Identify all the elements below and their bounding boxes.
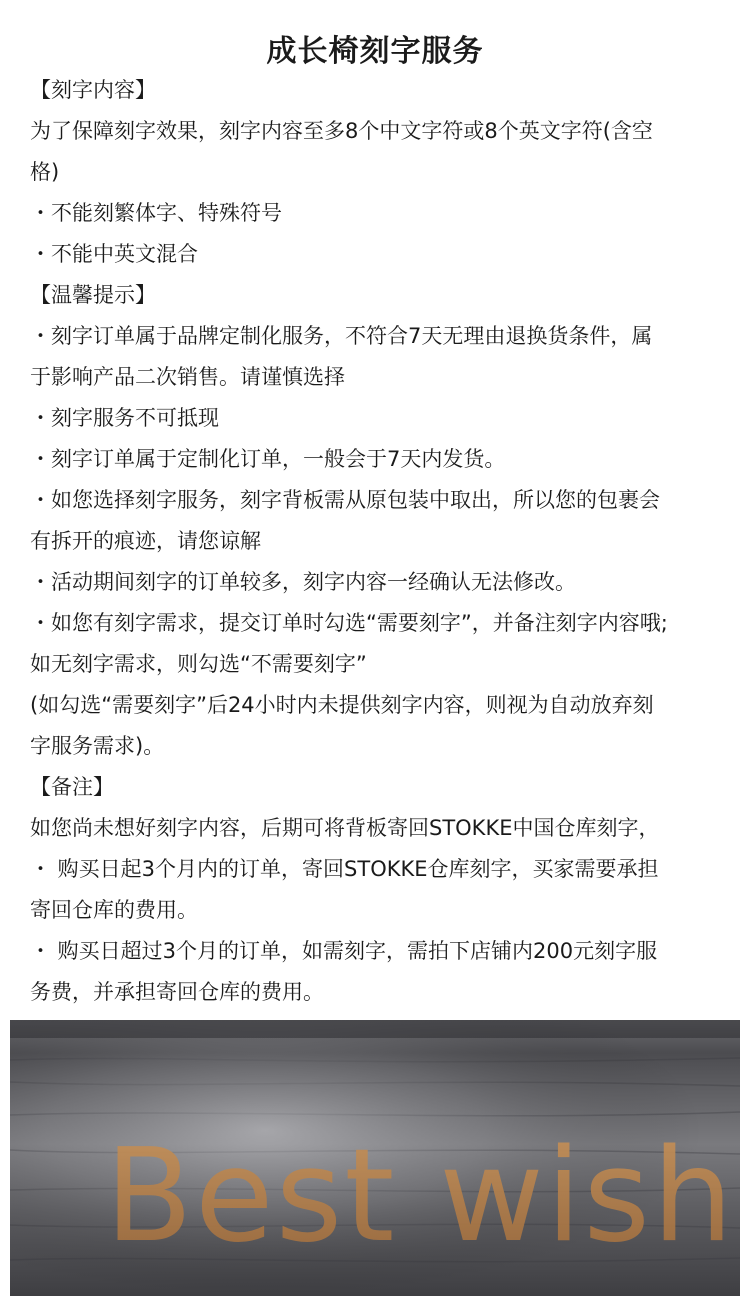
bullet-item: ・ 购买日起3个月内的订单，寄回STOKKE仓库刻字，买家需要承担	[30, 857, 659, 881]
text-line: 于影响产品二次销售。请谨慎选择	[30, 365, 345, 389]
text-line: 格)	[30, 160, 60, 184]
bullet-item: ・刻字订单属于定制化订单，一般会于7天内发货。	[30, 447, 506, 471]
bullet-item: ・如您选择刻字服务，刻字背板需从原包装中取出，所以您的包裹会	[30, 488, 660, 512]
section-heading-notes: 【备注】	[30, 775, 114, 799]
text-line: 为了保障刻字效果，刻字内容至多8个中文字符或8个英文字符(含空	[30, 119, 653, 143]
text-line: 如您尚未想好刻字内容，后期可将背板寄回STOKKE中国仓库刻字，	[30, 816, 660, 840]
bullet-item: ・刻字订单属于品牌定制化服务，不符合7天无理由退换货条件，属	[30, 324, 653, 348]
text-line: 寄回仓库的费用。	[30, 898, 198, 922]
bullet-item: ・活动期间刻字的订单较多，刻字内容一经确认无法修改。	[30, 570, 576, 594]
section-heading-content: 【刻字内容】	[30, 78, 156, 102]
wood-panel-image	[10, 1020, 740, 1296]
text-line: 如无刻字需求，则勾选“不需要刻字”	[30, 652, 367, 676]
panel-top-edge	[10, 1020, 740, 1038]
bullet-item: ・如您有刻字需求，提交订单时勾选“需要刻字”，并备注刻字内容哦;	[30, 611, 668, 635]
bullet-item: ・刻字服务不可抵现	[30, 406, 219, 430]
text-line: (如勾选“需要刻字”后24小时内未提供刻字内容，则视为自动放弃刻	[30, 693, 654, 717]
bullet-item: ・ 购买日超过3个月的订单，如需刻字，需拍下店铺内200元刻字服	[30, 939, 658, 963]
engraving-info-text	[30, 70, 725, 1013]
text-line: 有拆开的痕迹，请您谅解	[30, 529, 261, 553]
text-line: 务费，并承担寄回仓库的费用。	[30, 980, 324, 1004]
text-line: 字服务需求)。	[30, 734, 165, 758]
engraved-text: Best wish	[105, 1122, 736, 1271]
page-title: 成长椅刻字服务	[266, 34, 484, 69]
engraving-example-photo	[10, 1020, 740, 1296]
bullet-item: ・不能中英文混合	[30, 242, 198, 266]
bullet-item: ・不能刻繁体字、特殊符号	[30, 201, 282, 225]
section-heading-tips: 【温馨提示】	[30, 283, 156, 307]
